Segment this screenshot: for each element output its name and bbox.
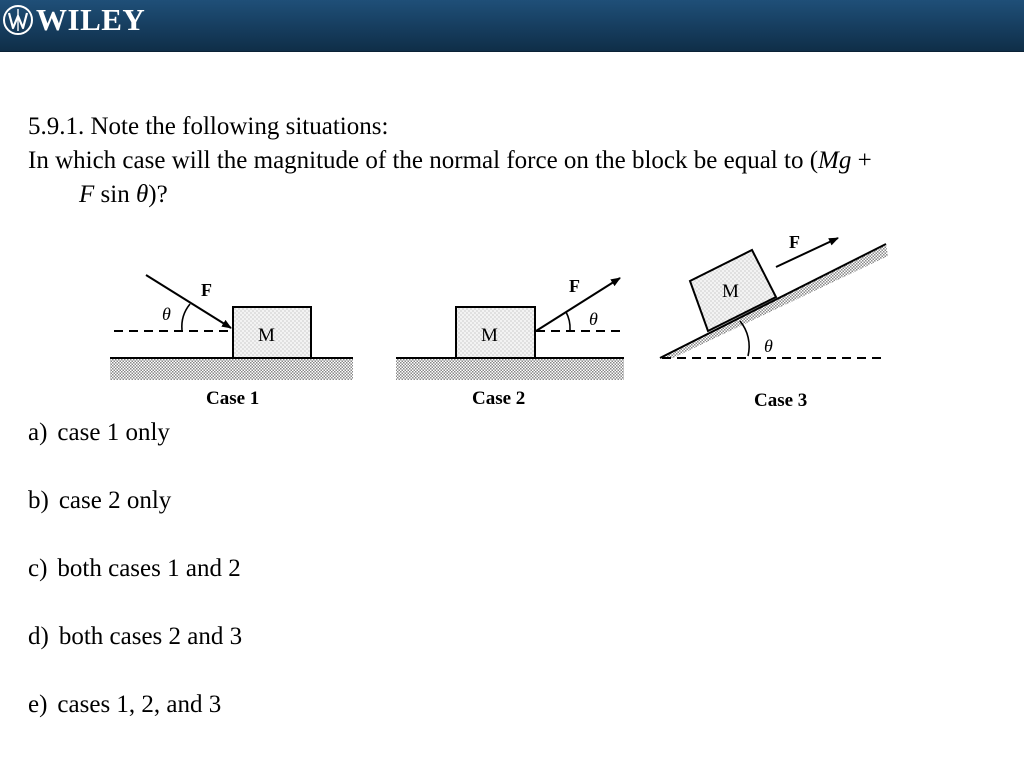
symbol-F: F — [79, 181, 95, 208]
case-3-incline-line — [660, 244, 886, 358]
force-diagram — [100, 230, 900, 415]
question-number-line: 5.9.1. Note the following situations: — [28, 113, 389, 140]
answer-text: both cases 2 and 3 — [58, 623, 243, 650]
symbol-M: M — [818, 147, 839, 174]
answer-text: cases 1, 2, and 3 — [57, 691, 222, 718]
case-1-label: Case 1 — [206, 388, 260, 409]
case-1-force-label: F — [201, 280, 212, 300]
answer-letter: e) — [28, 691, 48, 718]
answer-letter: d) — [28, 623, 49, 650]
case-3-angle-arc — [740, 321, 749, 356]
question-prompt-text: In which case will the magnitude of the normal force on the block be equal to ( — [28, 147, 819, 174]
case-3-label: Case 3 — [754, 390, 808, 411]
case-1-ground — [110, 358, 353, 380]
answer-option-a[interactable] — [28, 415, 242, 483]
question-prompt-line — [28, 144, 1008, 178]
answer-text: case 1 only — [57, 419, 170, 446]
case-3-force-label: F — [789, 232, 800, 252]
answer-option-e[interactable] — [28, 687, 242, 755]
case-2-diagram — [396, 276, 624, 409]
prompt-end: )? — [148, 181, 168, 208]
answer-text: case 2 only — [58, 487, 172, 514]
answer-option-c[interactable] — [28, 551, 242, 619]
case-2-ground — [396, 358, 624, 380]
wiley-logo-mark-icon — [2, 4, 34, 36]
question-prompt-continuation — [28, 178, 1008, 212]
answer-letter: c) — [28, 555, 48, 582]
case-1-force-arrow — [146, 275, 231, 328]
symbol-theta: θ — [135, 181, 149, 208]
case-3-block-label: M — [722, 281, 739, 302]
case-2-block-label: M — [481, 325, 498, 346]
case-1-diagram — [110, 275, 353, 409]
answer-letter: a) — [28, 419, 48, 446]
answer-option-d[interactable] — [28, 619, 242, 687]
case-1-block-label: M — [258, 325, 275, 346]
answer-letter: b) — [28, 487, 49, 514]
symbol-plus: + — [851, 147, 872, 174]
case-2-label: Case 2 — [472, 388, 526, 409]
answer-text: both cases 1 and 2 — [57, 555, 241, 582]
symbol-sin: sin — [94, 181, 136, 208]
logo-text: WILEY — [36, 2, 146, 37]
header-bar — [0, 0, 1024, 52]
answer-list — [28, 415, 242, 755]
case-3-force-arrow — [776, 238, 838, 267]
case-3-angle-label: θ — [764, 336, 773, 356]
wiley-logo — [2, 3, 145, 37]
case-1-angle-label: θ — [162, 304, 171, 324]
symbol-g: g — [838, 147, 852, 174]
case-3-diagram — [660, 232, 888, 411]
question-block — [28, 110, 1008, 212]
answer-option-b[interactable] — [28, 483, 242, 551]
case-2-angle-arc — [566, 312, 570, 330]
case-1-angle-arc — [182, 304, 190, 330]
case-2-angle-label: θ — [589, 309, 598, 329]
case-2-force-label: F — [569, 276, 580, 296]
